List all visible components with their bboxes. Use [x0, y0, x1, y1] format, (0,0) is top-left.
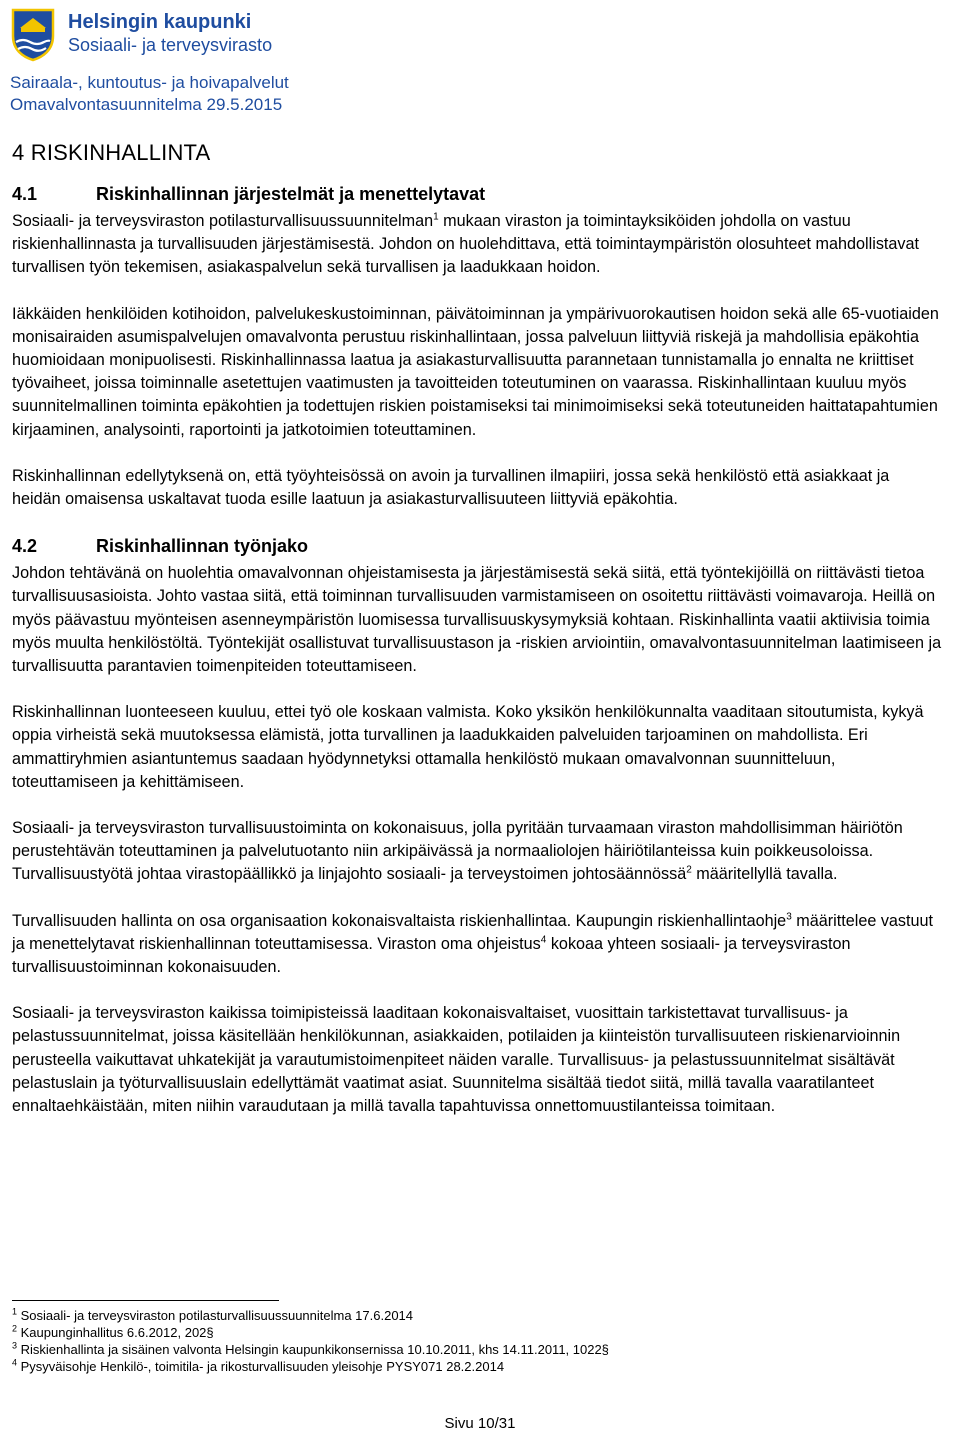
subsection-number: 4.2: [12, 536, 38, 557]
subsection-heading-4-1: [12, 182, 942, 206]
subsection-heading-4-2: [12, 534, 942, 558]
subsection-number: 4.1: [12, 184, 38, 204]
footnote: $^3$ Riskienhallinta ja sisäinen valvonta Helsingin kaupunkikonsernissa 10.10.2011, khs 14.11.2011, 1022§: [12, 1340, 609, 1357]
paragraph: Sosiaali- ja terveysviraston turvallisuustoiminta on kokonaisuus, jolla pyritään turvaamaan viraston mahdollisimman häiriötön perustehtävän toteuttaminen ja palvelutuotanto niin arkipäivässä ja normaaliolojen häiriötilanteissa kuin poikkeusoloissa. Turvallisuustyötä johtaa virastopäällikkö ja linjajohto sosiaali- ja terveystoimen johtosäännössä$^2$ määritellyllä tavalla.: [12, 819, 903, 884]
footnote: $^1$ Sosiaali- ja terveysviraston potilasturvallisuussuunnitelma 17.6.2014: [12, 1306, 414, 1323]
paragraph: Riskinhallinnan luonteeseen kuuluu, ettei työ ole koskaan valmista. Koko yksikön henkilökunnalta vaaditaan sitoutumista, kykyä oppia virheistä sekä muutoksessa elämistä, jotta turvallinen ja laadukkaiden palveluiden tarjoaminen on mahdollista. Eri ammattiryhmien asiantuntemus saadaan hyödynnetyksi ottamalla henkilöstö mukaan omavalvonnan suunnitteluun, toteuttamiseen ja kehittämiseen.: [12, 703, 924, 791]
footnote: $^2$ Kaupunginhallitus 6.6.2012, 202§: [12, 1323, 214, 1340]
document-subheader: [10, 72, 289, 116]
subsection-title: Riskinhallinnan työnjako: [96, 536, 309, 557]
footnotes: [12, 1300, 942, 1375]
document-body: [12, 140, 942, 1141]
unit-name: Sairaala-, kuntoutus- ja hoivapalvelut: [10, 73, 289, 92]
subsection-title: Riskinhallinnan järjestelmät ja menettelytavat: [96, 184, 486, 204]
footnote: $^4$ Pysyväisohje Henkilö-, toimitila- ja rikosturvallisuuden yleisohje PYSY071 28.2.2014: [12, 1357, 505, 1374]
paragraph: Johdon tehtävänä on huolehtia omavalvonnan ohjeistamisesta ja järjestämisestä sekä siitä, että työntekijöillä on riittävästi tietoa turvallisuusasioista. Johto vastaa siitä, että toiminnan turvallisuuden varmistamiseen on osoitettu riittävästi voimavaroja. Heillä on myös päävastuu myönteisen asenneympäristön luomisessa turvallisuuskysymyksiä kohtaan. Riskinhallinta vaatii aktiivisia toimia myös muulta henkilöstöltä. Työntekijät osallistuvat turvallisuustason ja -riskien arviointiin, omavalvontasuunnitelman laatimiseen ja turvallisuutta parantavien toimenpiteiden toteuttamiseen.: [12, 564, 942, 676]
page-number: Sivu 10/31: [444, 1415, 516, 1432]
document-title: Omavalvontasuunnitelma 29.5.2015: [10, 95, 283, 114]
paragraph: Iäkkäiden henkilöiden kotihoidon, palvelukeskustoiminnan, päivätoiminnan ja ympärivuorokautisen hoidon sekä alle 65-vuotiaiden monisairaiden asumispalvelujen omavalvonta perustuu riskinhallintaan, jossa palveluun liittyviä riskejä ja mahdollisia epäkohtia huomioidaan monipuolisesti. Riskinhallinnassa laatua ja asiakasturvallisuutta parannetaan tunnistamalla jo ennalta ne kriittiset työvaiheet, joissa toiminnalle asetettujen vaatimusten ja tavoitteiden toteutuminen on vaarassa. Riskinhallintaan kuuluu myös suunnitelmallinen toiminta epäkohtien ja todettujen riskien poistamiseksi tai minimoimiseksi sekä toteutuneiden haittatapahtumien kirjaaminen, analysointi, raportointi ja jatkotoimien toteuttaminen.: [12, 304, 939, 439]
footnote-ref: 4: [540, 934, 547, 946]
footnote-ref: 3: [786, 911, 792, 923]
paragraph: Riskinhallinnan edellytyksenä on, että työyhteisössä on avoin ja turvallinen ilmapiiri, jossa sekä henkilöstö että asiakkaat ja heidän omaisensa uskaltavat tuoda esille laatuun ja asiakasturvallisuuteen liittyviä epäkohtia.: [12, 466, 890, 509]
footnote-ref: 2: [686, 865, 692, 877]
footnote-ref: 1: [433, 211, 439, 223]
department-name: Sosiaali- ja terveysvirasto: [68, 35, 273, 55]
section-heading: 4 RISKINHALLINTA: [12, 140, 211, 165]
paragraph: Sosiaali- ja terveysviraston kaikissa toimipisteissä laaditaan kokonaisvaltaiset, vuosittain tarkistettavat turvallisuus- ja pelastussuunnitelmat, joissa käsitellään henkilökunnan, asiakkaiden, potilaiden ja kiinteistön turvallisuuteen riskienarvioinnin perusteella vaikuttavat uhkatekijät ja varautumistoimenpiteet näiden varalle. Turvallisuus- ja pelastussuunnitelmat sisältävät pelastuslain ja työturvallisuuslain edellyttämät vaatimat asiat. Suunnitelma sisältää tiedot siitä, millä tavalla vaaratilanteet ennaltaehkäistään, miten niihin varaudutaan ja millä tavalla tapahtuvissa onnettomuustilanteissa toimitaan.: [12, 1004, 901, 1116]
footnote-divider: [12, 1300, 279, 1301]
paragraph: Turvallisuuden hallinta on osa organisaation kokonaisvaltaista riskienhallintaa. Kaupungin riskienhallintaohje$^3$ määrittelee vastuut ja menettelytavat riskienhallinnan toteuttamisessa. Viraston oma ohjeistus$^4$ kokoaa yhteen sosiaali- ja terveysviraston turvallisuustoiminnan kokonaisuuden.: [12, 911, 934, 977]
helsinki-crest-icon: [10, 6, 56, 62]
organization-name: Helsingin kaupunki: [68, 11, 252, 33]
paragraph: Sosiaali- ja terveysviraston potilasturvallisuussuunnitelman$^1$ mukaan viraston ja toimintayksiköiden johdolla on vastuu riskienhallinnasta ja turvallisuuden järjestämisestä. Johdon on huolehdittava, että toimintaympäristön olosuhteet mahdollistavat turvallisen työn tekemisen, asiakaspalvelun sekä turvallisen ja laadukkaan hoidon.: [12, 211, 920, 277]
